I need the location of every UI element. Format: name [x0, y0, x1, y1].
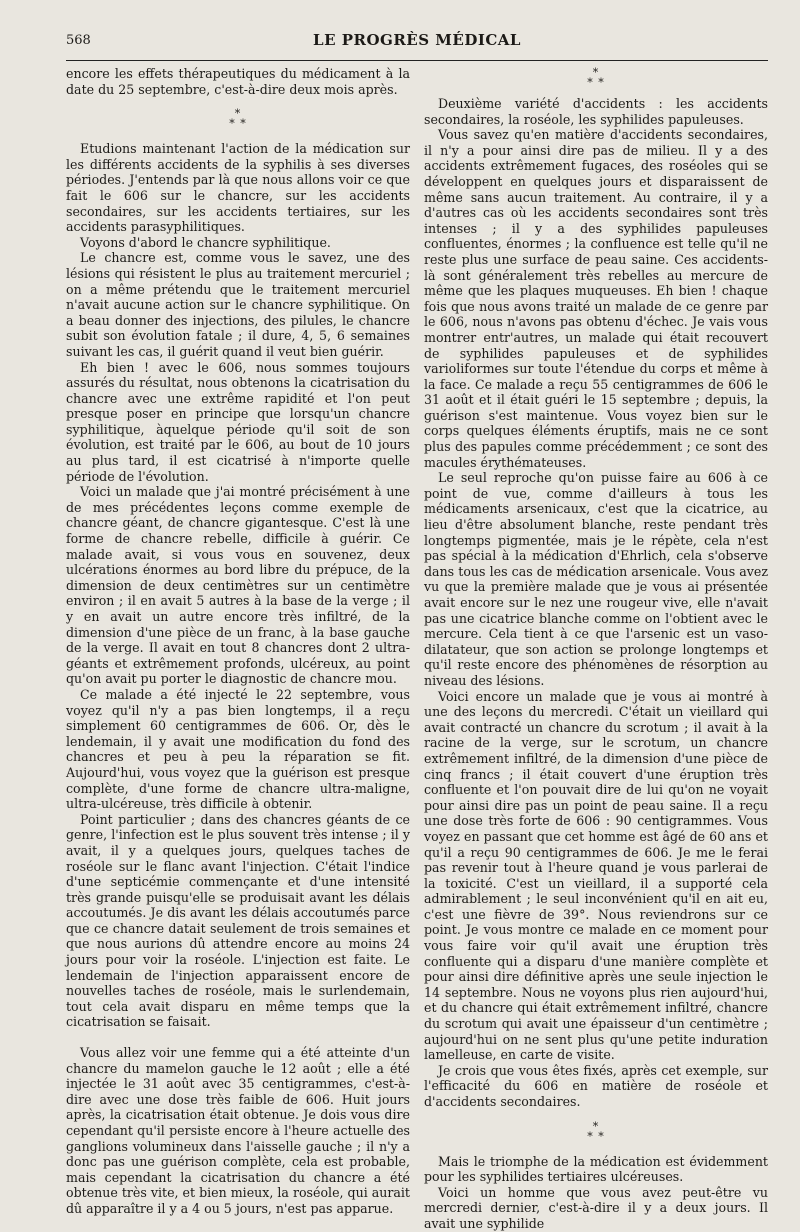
right-column: [424, 66, 768, 1231]
paragraph: Ce malade a été injecté le 22 septembre, vous voyez qu'il n'y a pas bien longtemps, il a reçu simplement 60 centigrammes de 606. Or, dès le lendemain, il y avait une modification du fond des chancres et peu à peu la réparation se fit. Aujourd'hui, vous voyez que la guérison est presque complète, d'une forme de chancre ultra-maligne, ultra-ulcéreuse, très difficile à obtenir.: [66, 686, 410, 812]
paragraph: Le seul reproche qu'on puisse faire au 606 à ce point de vue, comme d'ailleurs à tous les médicaments arsenicaux, c'est que la cicatrice, au lieu d'être absolument blanche, reste pendant très longtemps pigmentée, mais je le répète, cela n'est pas spécial à la médication d'Ehrlich, cela s'observe dans tous les cas de médication arsenicale. Vous avez vu que la première malade que je vous ai présentée avait encore sur le nez une rougeur vive, elle n'avait pas une cicatrice blanche comme on l'obtient avec le mercure. Cela tient à ce que l'arsenic est un vaso-dilatateur, que son action se prolonge longtemps et qu'il reste encore des phénomènes de résorption au niveau des lésions.: [424, 470, 768, 688]
left-column: [66, 66, 410, 1216]
paragraph: Mais le triomphe de la médication est évidemment pour les syphilides tertiaires ulcéreuses.: [424, 1153, 768, 1185]
paragraph: Point particulier ; dans des chancres géants de ce genre, l'infection est le plus souvent très intense ; il y avait, il y a quelques jours, quelques taches de roséole sur le flanc avant l'injection. C'était l'indice d'une septicémie commençante et d'une intensité très grande puisqu'elle se produisait avant les délais accoutumés. Je dis avant les délais accoutumés parce que ce chancre datait seulement de trois semaines et que nous aurions dû attendre encore au moins 24 jours pour voir la roséole. L'injection est faite. Le lendemain de l'injection apparaissent encore de nouvelles taches de roséole, mais le surlendemain, tout cela avait disparu en même temps que la cicatrisation se faisait.: [66, 811, 410, 1030]
paragraph: encore les effets thérapeutiques du médicament à la date du 25 septembre, c'est-à-dire deux mois après.: [66, 66, 410, 97]
page-header: [66, 33, 768, 55]
section-ornament: * * *: [587, 1119, 605, 1143]
section-ornament: * * *: [229, 107, 247, 131]
paragraph: Voyons d'abord le chancre syphilitique.: [80, 234, 331, 250]
paragraph: Eh bien ! avec le 606, nous sommes toujours assurés du résultat, nous obtenons la cicatrisation du chancre avec une extrême rapidité et l'on peut presque poser en principe que lorsqu'un chancre syphilitique, àquelque période qu'il soit de son évolution, est traité par le 606, au bout de 10 jours au plus tard, il est cicatrisé à n'importe quelle période de l'évolution.: [66, 359, 410, 484]
paragraph: Etudions maintenant l'action de la médication sur les différents accidents de la syphilis à ses diverses périodes. J'entends par là que nous allons voir ce que fait le 606 sur le chancre, sur les accidents secondaires, sur les accidents tertiaires, sur les accidents parasyphilitiques.: [66, 141, 410, 235]
journal-title: LE PROGRÈS MÉDICAL: [313, 31, 521, 49]
paragraph: Voici encore un malade que je vous ai montré à une des leçons du mercredi. C'était un vieillard qui avait contracté un chancre du scrotum ; il avait à la racine de la verge, sur le scrotum, un chancre extrêmement infiltré, de la dimension d'une pièce de cinq francs ; il était couvert d'une éruption très confluente et l'on pouvait dire de lui qu'on ne voyait pour ainsi dire pas un point de peau saine. Il a reçu une dose très forte de 606 : 90 centigrammes. Vous voyez en passant que cet homme est âgé de 60 ans et qu'il a reçu 90 centigrammes de 606. Je me le ferai pas revenir tout à l'heure quand je vous parlerai de la toxicité. C'est un vieillard, il a supporté cela admirablement ; le seul inconvénient qu'il en ait eu, c'est une fièvre de 39°. Nous reviendrons sur ce point. Je vous montre ce malade en ce moment pour vous faire voir qu'il avait une éruption très confluente qui a disparu d'une manière complète et pour ainsi dire définitive après une seule injection le 14 septembre. Nous ne voyons plus rien aujourd'hui, et du chancre qui était extrêmement infiltré, chancre du scrotum qui avait une épaisseur d'un centimètre ; aujourd'hui on ne sent plus qu'une petite induration lamelleuse, en carte de visite.: [424, 688, 768, 1063]
page-number: 568: [66, 33, 91, 48]
paragraph: Je crois que vous êtes fixés, après cet exemple, sur l'efficacité du 606 en matière de roséole et d'accidents secondaires.: [424, 1062, 768, 1109]
paragraph: Vous allez voir une femme qui a été atteinte d'un chancre du mamelon gauche le 12 août ; elle a été injectée le 31 août avec 35 centigrammes, c'est-à-dire avec une dose très faible de 606. Huit jours après, la cicatrisation était obtenue. Je dois vous dire cependant qu'il persiste encore à l'heure actuelle des ganglions volumineux dans l'aisselle gauche ; il n'y a donc pas une guérison complète, cela est probable, mais cependant la cicatrisation du chancre a été obtenue très vite, et bien mieux, la roséole, qui aurait dû apparaître il y a 4 ou 5 jours, n'est pas apparue.: [66, 1045, 410, 1216]
section-ornament: * * *: [587, 66, 605, 89]
paragraph: Voici un malade que j'ai montré précisément à une de mes précédentes leçons comme exemple de chancre géant, de chancre gigantesque. C'est là une forme de chancre rebelle, difficile à guérir. Ce malade avait, si vous vous en souvenez, deux ulcérations énormes au bord libre du prépuce, de la dimension de deux centimètres sur un centimètre environ ; il en avait 5 autres à la base de la verge ; il y en avait un autre encore très infiltré, de la dimension d'une pièce de un franc, à la base gauche de la verge. Il avait en tout 8 chancres dont 2 ultra-géants et extrêmement profonds, ulcéreux, au point qu'on avait pu porter le diagnostic de chancre mou.: [66, 484, 410, 687]
paragraph: Deuxième variété d'accidents : les accidents secondaires, la roséole, les syphilides papuleuses.: [424, 96, 768, 127]
header-rule: [66, 60, 768, 61]
paragraph: Le chancre est, comme vous le savez, une des lésions qui résistent le plus au traitement mercuriel ; on a même prétendu que le traitement mercuriel n'avait aucune action sur le chancre syphilitique. On a beau donner des injections, des pilules, le chancre subit son évolution fatale ; il dure, 4, 5, 6 semaines suivant les cas, il guérit quand il veut bien guérir.: [66, 250, 410, 359]
paragraph: Vous savez qu'en matière d'accidents secondaires, il n'y a pour ainsi dire pas de milieu. Il y a des accidents extrêmement fugaces, des roséoles qui se développent en quelques jours et disparaissent de même sans aucun traitement. Au contraire, il y a d'autres cas où les accidents secondaires sont très intenses ; il y a des syphilides papuleuses confluentes, énormes ; la confluence est telle qu'il ne reste plus une surface de peau saine. Ces accidents-là sont généralement très rebelles au mercure de même que les plaques muqueuses. Eh bien ! chaque fois que nous avons traité un malade de ce genre par le 606, nous n'avons pas obtenu d'échec. Je vais vous montrer entr'autres, un malade qui était recouvert de syphilides papuleuses et de syphilides varioliformes sur toute l'étendue du corps et même à la face. Ce malade a reçu 55 centigrammes de 606 le 31 août et il était guéri le 15 septembre ; depuis, la guérison s'est maintenue. Vous voyez bien sur le corps quelques éléments éruptifs, mais ne ce sont plus des papules comme précédemment ; ce sont des macules érythémateuses.: [424, 127, 768, 470]
paragraph: Voici un homme que vous avez peut-être vu mercredi dernier, c'est-à-dire il y a deux jours. Il avait une syphilide: [424, 1184, 768, 1231]
